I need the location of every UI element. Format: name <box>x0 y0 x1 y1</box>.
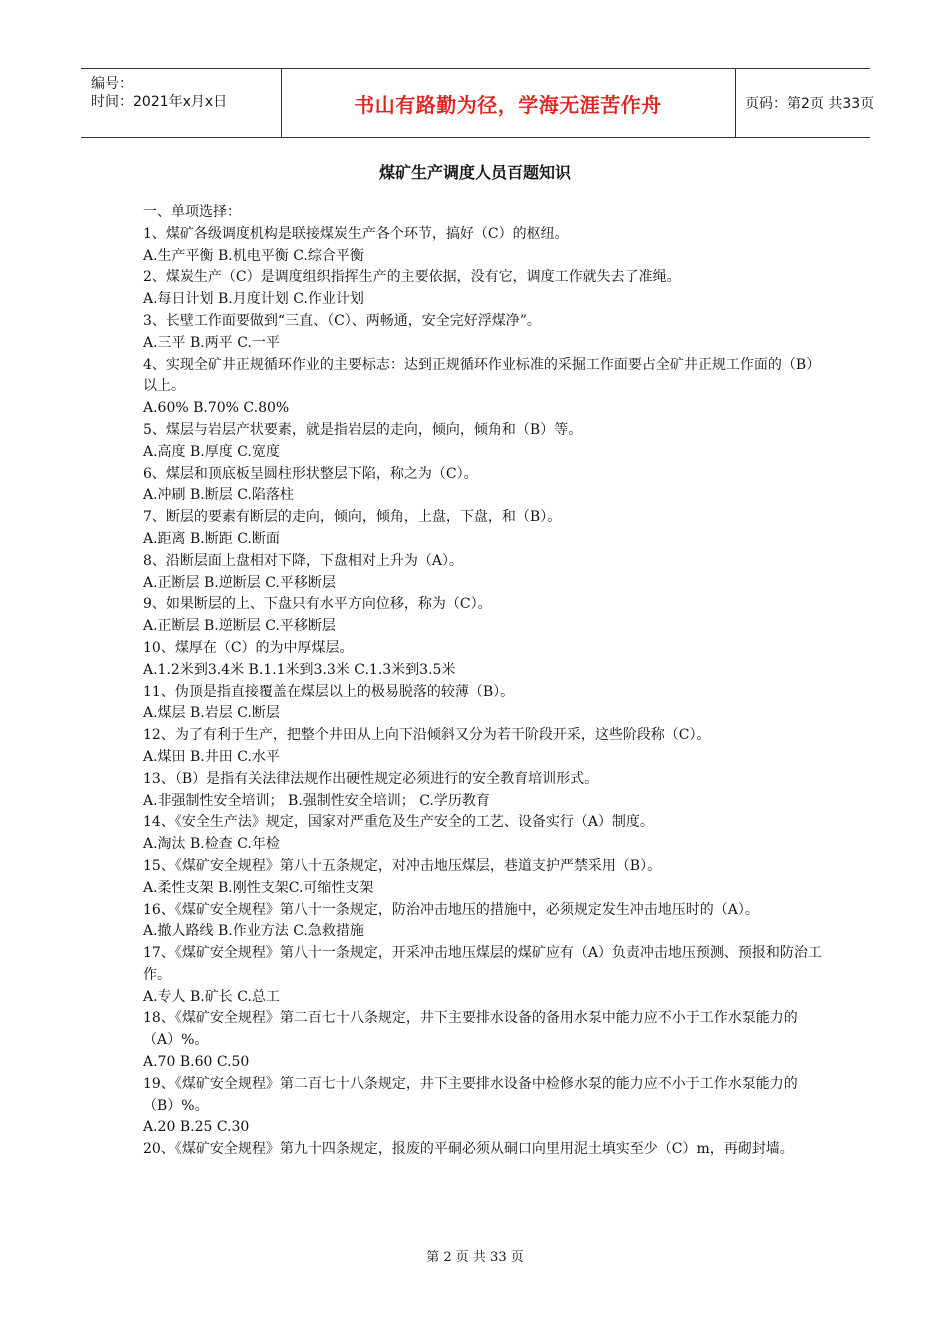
question-text: 7、断层的要素有断层的走向，倾向，倾角，上盘，下盘，和（B）。 <box>143 509 562 526</box>
header-page-cell <box>735 69 875 137</box>
question-text: 9、如果断层的上、下盘只有水平方向位移，称为（C）。 <box>143 596 492 613</box>
question-text: 15、《煤矿安全规程》第八十五条规定，对冲击地压煤层，巷道支护严禁采用（B）。 <box>143 857 662 874</box>
document-number-label: 编号： <box>91 76 133 92</box>
question-text: 18、《煤矿安全规程》第二百七十八条规定，井下主要排水设备的备用水泵中能力应不小于工作水泵能力的（A）%。 <box>143 1010 798 1049</box>
question-text: 6、煤层和顶底板呈圆柱形状整层下陷，称之为（C）。 <box>143 465 478 482</box>
question-text: 14、《安全生产法》规定，国家对严重危及生产安全的工艺、设备实行（A）制度。 <box>143 814 654 831</box>
answer-options: A.煤层 B.岩层 C.断层 <box>143 705 280 722</box>
question-list <box>143 202 823 1161</box>
question-text: 3、长壁工作面要做到“三直、（C）、两畅通，安全完好浮煤净”。 <box>143 312 541 329</box>
question-text: 10、煤厚在（C）的为中厚煤层。 <box>143 639 354 656</box>
answer-options: A.专人 B.矿长 C.总工 <box>143 988 280 1005</box>
document-date-label: 时间：2021年x月x日 <box>91 94 228 110</box>
answer-options: A.非强制性安全培训； B.强制性安全培训； C.学历教育 <box>143 792 490 809</box>
question-text: 12、为了有利于生产，把整个井田从上向下沿倾斜又分为若干阶段开采，这些阶段称（C）。 <box>143 727 711 744</box>
answer-options: A.60% B.70% C.80% <box>143 400 290 417</box>
header-motto: 书山有路勤为径，学海无涯苦作舟 <box>354 92 662 117</box>
header-info-cell <box>81 69 282 137</box>
answer-options: A.煤田 B.井田 C.水平 <box>143 748 280 765</box>
question-text: 1、煤矿各级调度机构是联接煤炭生产各个环节，搞好（C）的枢纽。 <box>143 225 569 242</box>
question-text: 19、《煤矿安全规程》第二百七十八条规定，井下主要排水设备中检修水泵的能力应不小于工作水泵能力的（B）%。 <box>143 1075 798 1114</box>
question-text: 20、《煤矿安全规程》第九十四条规定，报废的平硐必须从硐口向里用泥土填实至少（C）m，再砌封墙。 <box>143 1141 794 1158</box>
header-motto-cell <box>281 69 736 137</box>
answer-options: A.生产平衡 B.机电平衡 C.综合平衡 <box>143 247 364 264</box>
question-text: 16、《煤矿安全规程》第八十一条规定，防治冲击地压的措施中，必须规定发生冲击地压时的（A）。 <box>143 901 759 918</box>
answer-options: A.撤人路线 B.作业方法 C.急救措施 <box>143 923 364 940</box>
page-footer: 第 2 页 共 33 页 <box>426 1250 524 1265</box>
answer-options: A.20 B.25 C.30 <box>143 1119 250 1136</box>
question-text: 4、实现全矿井正规循环作业的主要标志：达到正规循环作业标准的采掘工作面要占全矿井正规工作面的（B）以上。 <box>143 356 821 395</box>
answer-options: A.淘汰 B.检查 C.年检 <box>143 836 280 853</box>
question-text: 5、煤层与岩层产状要素，就是指岩层的走向，倾向，倾角和（B）等。 <box>143 421 583 438</box>
answer-options: A.高度 B.厚度 C.宽度 <box>143 443 280 460</box>
answer-options: A.每日计划 B.月度计划 C.作业计划 <box>143 291 364 308</box>
answer-options: A.1.2米到3.4米 B.1.1米到3.3米 C.1.3米到3.5米 <box>143 661 456 678</box>
answer-options: A.三平 B.两平 C.一平 <box>143 334 280 351</box>
question-text: 11、伪顶是指直接覆盖在煤层以上的极易脱落的较薄（B）。 <box>143 683 515 700</box>
question-text: 8、沿断层面上盘相对下降，下盘相对上升为（A）。 <box>143 552 464 569</box>
question-text: 17、《煤矿安全规程》第八十一条规定，开采冲击地压煤层的煤矿应有（A）负责冲击地压预测、预报和防治工作。 <box>143 945 822 983</box>
answer-options: A.冲刷 B.断层 C.陷落柱 <box>143 487 294 504</box>
section-heading: 一、单项选择： <box>143 204 241 220</box>
header-page-info: 页码：第2页 共33页 <box>745 96 875 112</box>
question-text: 2、煤炭生产（C）是调度组织指挥生产的主要依据，没有它，调度工作就失去了准绳。 <box>143 269 681 286</box>
answer-options: A.距离 B.断距 C.断面 <box>143 530 280 547</box>
question-text: 13、（B）是指有关法律法规作出硬性规定必须进行的安全教育培训形式。 <box>143 770 599 787</box>
answer-options: A.正断层 B.逆断层 C.平移断层 <box>143 574 336 591</box>
answer-options: A.70 B.60 C.50 <box>143 1054 250 1071</box>
document-title: 煤矿生产调度人员百题知识 <box>378 163 571 182</box>
answer-options: A.正断层 B.逆断层 C.平移断层 <box>143 618 336 635</box>
page-header <box>81 68 875 138</box>
answer-options: A.柔性支架 B.刚性支架C.可缩性支架 <box>143 879 374 896</box>
